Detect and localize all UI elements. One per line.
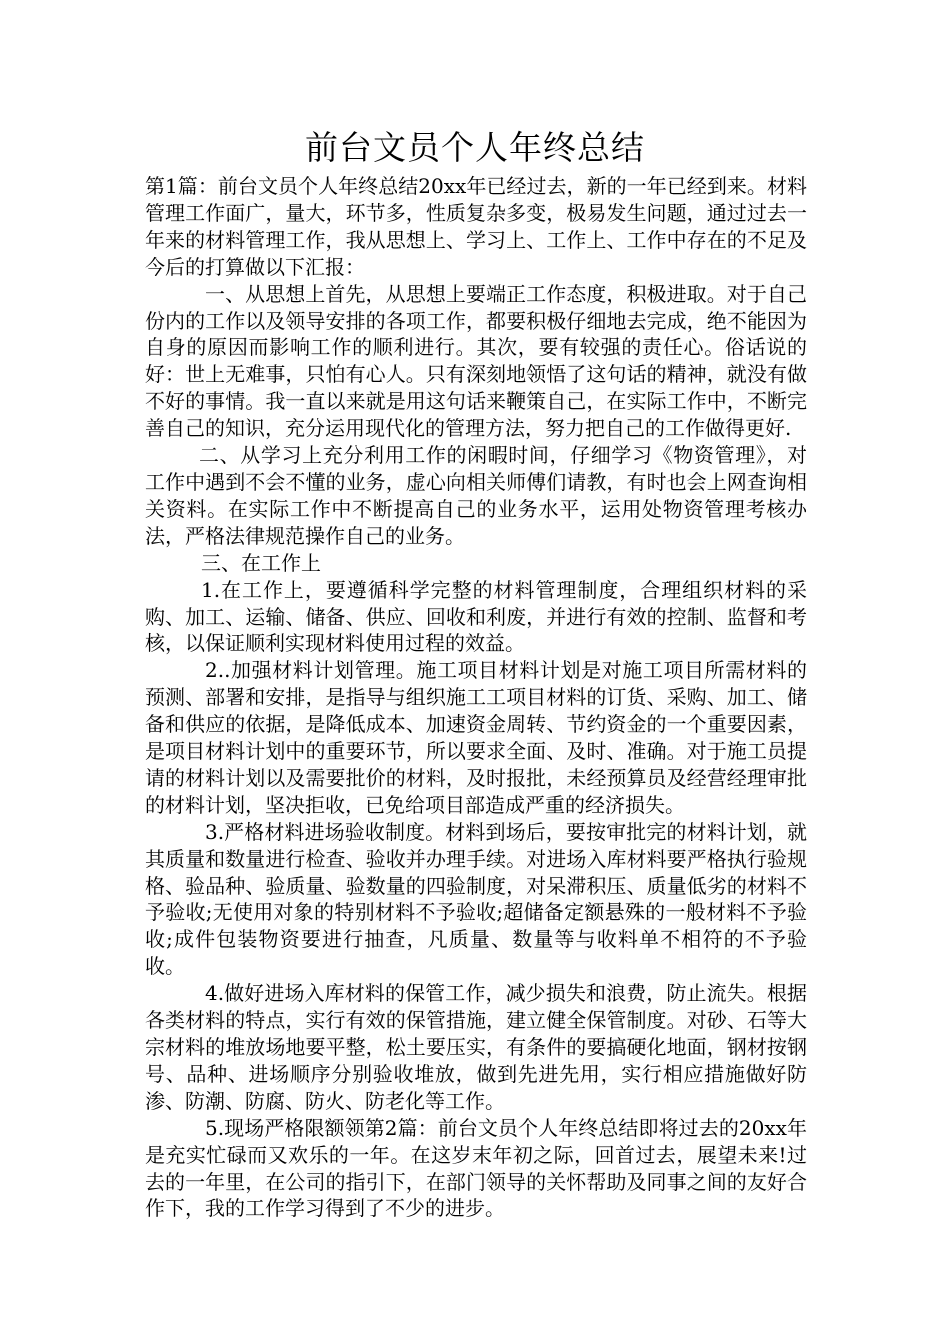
paragraph-study: 二、从学习上充分利用工作的闲暇时间，仔细学习《物资管理》，对工作中遇到不会不懂的业务，虚心向相关师傅们请教，有时也会上网查询相关资料。在实际工作中不断提高自己的业务水平，运用处物资管理考核办法，严格法律规范操作自己的业务。 bbox=[145, 443, 807, 548]
paragraph-work-item-3: 3.严格材料进场验收制度。材料到场后，要按审批完的材料计划，就其质量和数量进行检查、验收并办理手续。对进场入库材料要严格执行验规格、验品种、验质量、验数量的四验制度，对呆滞积压、质量低劣的材料不予验收;无使用对象的特别材料不予验收;超储备定额悬殊的一般材料不予验收;成件包装物资要进行抽查，凡质量、数量等与收料单不相符的不予验收。 bbox=[145, 819, 807, 979]
paragraph-work-item-1: 1.在工作上，要遵循科学完整的材料管理制度，合理组织材料的采购、加工、运输、储备、供应、回收和利废，并进行有效的控制、监督和考核，以保证顺利实现材料使用过程的效益。 bbox=[145, 577, 807, 656]
paragraph-thinking: 一、从思想上首先，从思想上要端正工作态度，积极进取。对于自己份内的工作以及领导安排的各项工作，都要积极仔细地去完成，绝不能因为自身的原因而影响工作的顺利进行。其次，要有较强的责任心。俗话说的好：世上无难事，只怕有心人。只有深刻地领悟了这句话的精神，就没有做不好的事情。我一直以来就是用这句话来鞭策自己，在实际工作中，不断完善自己的知识，充分运用现代化的管理方法，努力把自己的工作做得更好. bbox=[145, 281, 807, 441]
document-body bbox=[145, 173, 807, 1222]
paragraph-work-item-5: 5.现场严格限额领第2篇：前台文员个人年终总结即将过去的20xx年是充实忙碌而又欢乐的一年。在这岁末年初之际，回首过去，展望未来!过去的一年里，在公司的指引下，在部门领导的关怀帮助及同事之间的友好合作下，我的工作学习得到了不少的进步。 bbox=[145, 1115, 807, 1221]
paragraph-work-item-2: 2..加强材料计划管理。施工项目材料计划是对施工项目所需材料的预测、部署和安排，是指导与组织施工工项目材料的订货、采购、加工、储备和供应的依据，是降低成本、加速资金周转、节约资金的一个重要因素，是项目材料计划中的重要环节，所以要求全面、及时、准确。对于施工员提请的材料计划以及需要批价的材料，及时报批，未经预算员及经营经理审批的材料计划，坚决拒收，已免给项目部造成严重的经济损失。 bbox=[145, 658, 807, 817]
document-title: 前台文员个人年终总结 bbox=[305, 128, 645, 167]
paragraph-intro: 第1篇：前台文员个人年终总结20xx年已经过去，新的一年已经到来。材料管理工作面广，量大，环节多，性质复杂多变，极易发生问题，通过过去一年来的材料管理工作，我从思想上、学习上、工作上、工作中存在的不足及今后的打算做以下汇报： bbox=[145, 174, 807, 279]
paragraph-work-item-4: 4.做好进场入库材料的保管工作，减少损失和浪费，防止流失。根据各类材料的特点，实行有效的保管措施，建立健全保管制度。对砂、石等大宗材料的堆放场地要平整，松土要压实，有条件的要搞硬化地面，钢材按钢号、品种、进场顺序分别验收堆放，做到先进先用，实行相应措施做好防渗、防潮、防腐、防火、防老化等工作。 bbox=[145, 981, 807, 1113]
paragraph-work-heading: 三、在工作上 bbox=[201, 550, 321, 575]
